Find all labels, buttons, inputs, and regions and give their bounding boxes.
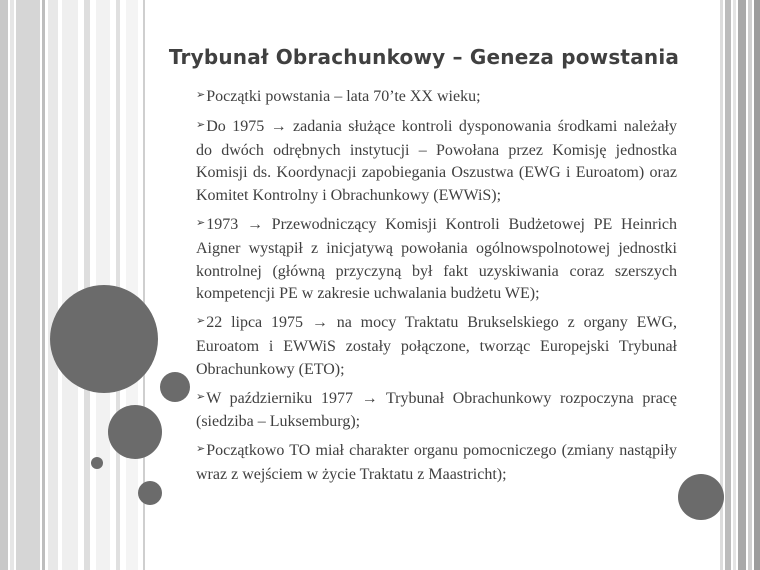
list-item [196, 116, 677, 208]
list-item [196, 312, 677, 381]
arrow-bullet-icon: ➢ [196, 89, 206, 101]
list-item [196, 214, 677, 306]
list-item-text: 1973 → Przewodniczący Komisji Kontroli Budżetowej PE Heinrich Aigner wystąpił z inicjatywą powołania ogólnowspolnotowej jednostki kontrolnej (główną przyczyną był fakt uzyskiwania coraz szerszych kompetencji PE w zakresie uchwalania budżetu WE); [196, 215, 677, 303]
list-item-text: 22 lipca 1975 → na mocy Traktatu Brukselskiego z organy EWG, Euroatom i EWWiS zostały połączone, tworząc Europejski Trybunał Obrachunkowy (ETO); [196, 314, 677, 378]
small-circle-decoration-2 [138, 481, 162, 505]
list-item-text: Do 1975 → zadania służące kontroli dysponowania środkami należały do dwóch odrębnych instytucji – Powołana przez Komisję jednostka Komisji ds. Koordynacji zapobiegania Oszustwa (EWG i Euroatom) oraz Komitet Kontrolny i Obrachunkowy (EWWiS); [196, 117, 677, 205]
list-item-text: Początkowo TO miał charakter organu pomocniczego (zmiany nastąpiły wraz z wejściem w życie Traktatu z Maastricht); [196, 442, 677, 483]
arrow-bullet-icon: ➢ [196, 118, 206, 131]
list-item-text: W październiku 1977 → Trybunał Obrachunkowy rozpoczyna pracę (siedziba – Luksemburg); [196, 389, 677, 431]
bullet-list [196, 86, 677, 493]
tiny-circle-decoration [91, 457, 103, 469]
large-circle-decoration [50, 285, 158, 393]
right-circle-decoration [678, 474, 724, 520]
list-item [196, 388, 677, 435]
arrow-bullet-icon: ➢ [196, 443, 206, 456]
left-stripe-decoration [0, 0, 150, 570]
arrow-bullet-icon: ➢ [196, 216, 206, 229]
arrow-bullet-icon: ➢ [196, 390, 206, 403]
slide-title: Trybunał Obrachunkowy – Geneza powstania [168, 45, 680, 69]
list-item [196, 440, 677, 487]
arrow-bullet-icon: ➢ [196, 315, 206, 328]
right-stripe-decoration [720, 0, 760, 570]
small-circle-decoration [160, 372, 190, 402]
list-item-text: Początki powstania – lata 70’te XX wieku; [206, 88, 481, 105]
list-item [196, 86, 677, 110]
medium-circle-decoration [108, 405, 162, 459]
